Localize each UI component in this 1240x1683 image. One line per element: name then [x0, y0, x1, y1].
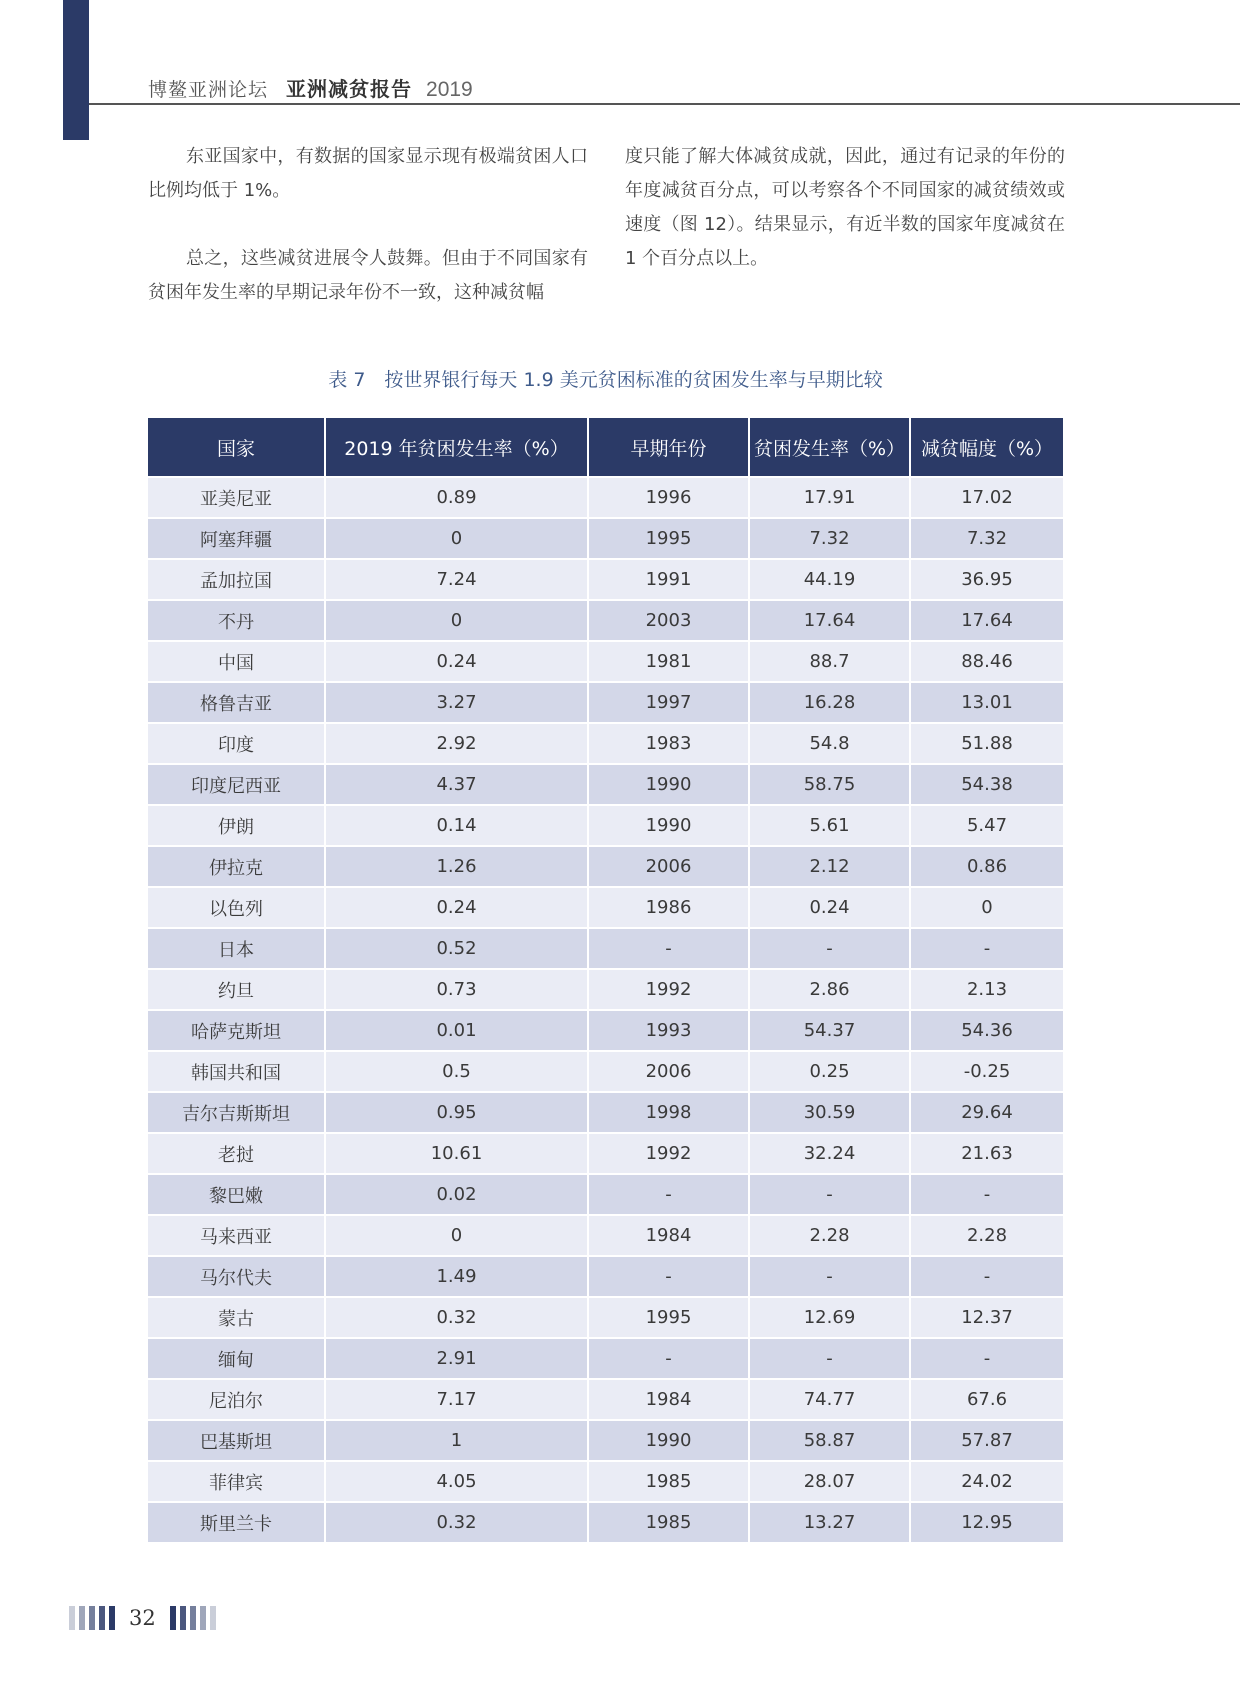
cell-reduction: -: [910, 1338, 1063, 1379]
cell-rate-2019: 0: [325, 600, 588, 641]
cell-country: 阿塞拜疆: [148, 518, 325, 559]
cell-rate-2019: 0.24: [325, 641, 588, 682]
header-forum: 博鳌亚洲论坛: [148, 79, 269, 101]
page-footer: [69, 1605, 220, 1631]
cell-rate-2019: 0.32: [325, 1502, 588, 1542]
cell-early-rate: 0.24: [749, 887, 910, 928]
table-row: [148, 723, 1063, 764]
cell-reduction: -0.25: [910, 1051, 1063, 1092]
cell-reduction: 21.63: [910, 1133, 1063, 1174]
table-row: [148, 1051, 1063, 1092]
cell-rate-2019: 0.14: [325, 805, 588, 846]
cell-reduction: -: [910, 1174, 1063, 1215]
header-rule: [89, 103, 1240, 105]
table-row: [148, 682, 1063, 723]
cell-early-rate: 0.25: [749, 1051, 910, 1092]
cell-early-rate: 12.69: [749, 1297, 910, 1338]
cell-reduction: 0.86: [910, 846, 1063, 887]
cell-early-rate: 2.28: [749, 1215, 910, 1256]
header-report-title: 亚洲减贫报告: [286, 77, 413, 101]
cell-early-year: -: [588, 1338, 749, 1379]
cell-early-rate: 2.12: [749, 846, 910, 887]
cell-early-rate: 54.37: [749, 1010, 910, 1051]
cell-early-rate: 30.59: [749, 1092, 910, 1133]
cell-rate-2019: 4.37: [325, 764, 588, 805]
table-row: [148, 764, 1063, 805]
cell-early-rate: 32.24: [749, 1133, 910, 1174]
table-row: [148, 1502, 1063, 1542]
cell-reduction: 17.64: [910, 600, 1063, 641]
cell-rate-2019: 0: [325, 1215, 588, 1256]
cell-rate-2019: 0.89: [325, 477, 588, 518]
cell-country: 中国: [148, 641, 325, 682]
cell-country: 亚美尼亚: [148, 477, 325, 518]
table-row: [148, 477, 1063, 518]
cell-rate-2019: 0: [325, 518, 588, 559]
cell-rate-2019: 0.02: [325, 1174, 588, 1215]
cell-early-rate: 17.64: [749, 600, 910, 641]
cell-reduction: 5.47: [910, 805, 1063, 846]
cell-early-year: 1990: [588, 805, 749, 846]
cell-early-rate: -: [749, 1338, 910, 1379]
cell-early-year: 2003: [588, 600, 749, 641]
cell-rate-2019: 0.73: [325, 969, 588, 1010]
running-header: [148, 73, 473, 103]
cell-early-year: -: [588, 928, 749, 969]
table-row: [148, 846, 1063, 887]
table-row: [148, 1133, 1063, 1174]
cell-reduction: 12.95: [910, 1502, 1063, 1542]
cell-rate-2019: 7.24: [325, 559, 588, 600]
cell-reduction: 0: [910, 887, 1063, 928]
cell-early-year: 1983: [588, 723, 749, 764]
table-row: [148, 969, 1063, 1010]
cell-early-year: 1985: [588, 1461, 749, 1502]
header-early-year: 早期年份: [588, 418, 749, 477]
cell-country: 约旦: [148, 969, 325, 1010]
table-row: [148, 1174, 1063, 1215]
table-row: [148, 1215, 1063, 1256]
footer-bars-left: [69, 1606, 119, 1630]
cell-early-year: 1990: [588, 1420, 749, 1461]
cell-early-rate: 16.28: [749, 682, 910, 723]
cell-country: 伊拉克: [148, 846, 325, 887]
cell-country: 伊朗: [148, 805, 325, 846]
cell-country: 格鲁吉亚: [148, 682, 325, 723]
paragraph-east-asia: 东亚国家中，有数据的国家显示现有极端贫困人口比例均低于 1%。: [148, 146, 588, 201]
cell-early-year: 1991: [588, 559, 749, 600]
page-number: 32: [129, 1606, 156, 1630]
table-row: [148, 887, 1063, 928]
cell-country: 吉尔吉斯斯坦: [148, 1092, 325, 1133]
cell-reduction: 2.28: [910, 1215, 1063, 1256]
cell-country: 印度尼西亚: [148, 764, 325, 805]
footer-bars-right: [170, 1606, 220, 1630]
cell-country: 韩国共和国: [148, 1051, 325, 1092]
table-row: [148, 805, 1063, 846]
cell-reduction: 36.95: [910, 559, 1063, 600]
cell-early-year: 1992: [588, 969, 749, 1010]
cell-reduction: 67.6: [910, 1379, 1063, 1420]
cell-early-year: 1990: [588, 764, 749, 805]
cell-early-year: 1993: [588, 1010, 749, 1051]
cell-early-year: 2006: [588, 1051, 749, 1092]
cell-country: 以色列: [148, 887, 325, 928]
cell-early-year: 1998: [588, 1092, 749, 1133]
cell-early-rate: 58.87: [749, 1420, 910, 1461]
cell-rate-2019: 0.01: [325, 1010, 588, 1051]
header-reduction: 减贫幅度（%）: [910, 418, 1063, 477]
cell-country: 马尔代夫: [148, 1256, 325, 1297]
table-row: [148, 1010, 1063, 1051]
table-row: [148, 1256, 1063, 1297]
cell-early-year: 1985: [588, 1502, 749, 1542]
cell-early-rate: 74.77: [749, 1379, 910, 1420]
cell-reduction: 88.46: [910, 641, 1063, 682]
cell-early-year: 1992: [588, 1133, 749, 1174]
cell-reduction: 54.36: [910, 1010, 1063, 1051]
cell-country: 老挝: [148, 1133, 325, 1174]
cell-early-year: -: [588, 1256, 749, 1297]
cell-early-year: 1995: [588, 518, 749, 559]
table-row: [148, 1420, 1063, 1461]
header-rate-2019: 2019 年贫困发生率（%）: [325, 418, 588, 477]
cell-early-rate: 28.07: [749, 1461, 910, 1502]
table-row: [148, 641, 1063, 682]
cell-early-year: 1995: [588, 1297, 749, 1338]
cell-country: 哈萨克斯坦: [148, 1010, 325, 1051]
cell-rate-2019: 10.61: [325, 1133, 588, 1174]
cell-early-rate: 17.91: [749, 477, 910, 518]
cell-country: 巴基斯坦: [148, 1420, 325, 1461]
cell-early-year: 1997: [588, 682, 749, 723]
cell-early-year: 1996: [588, 477, 749, 518]
cell-rate-2019: 0.95: [325, 1092, 588, 1133]
table-header-row: [148, 418, 1063, 477]
cell-early-year: 1984: [588, 1379, 749, 1420]
cell-reduction: -: [910, 1256, 1063, 1297]
cell-early-year: 2006: [588, 846, 749, 887]
cell-rate-2019: 1.26: [325, 846, 588, 887]
cell-reduction: 57.87: [910, 1420, 1063, 1461]
cell-country: 缅甸: [148, 1338, 325, 1379]
cell-reduction: 13.01: [910, 682, 1063, 723]
cell-reduction: 29.64: [910, 1092, 1063, 1133]
cell-early-rate: 7.32: [749, 518, 910, 559]
cell-rate-2019: 0.32: [325, 1297, 588, 1338]
table-row: [148, 1297, 1063, 1338]
cell-early-rate: -: [749, 1256, 910, 1297]
cell-reduction: -: [910, 928, 1063, 969]
cell-rate-2019: 1.49: [325, 1256, 588, 1297]
cell-early-rate: 5.61: [749, 805, 910, 846]
cell-reduction: 51.88: [910, 723, 1063, 764]
cell-country: 马来西亚: [148, 1215, 325, 1256]
cell-reduction: 12.37: [910, 1297, 1063, 1338]
cell-reduction: 7.32: [910, 518, 1063, 559]
cell-reduction: 2.13: [910, 969, 1063, 1010]
table-row: [148, 1338, 1063, 1379]
cell-early-year: 1981: [588, 641, 749, 682]
cell-reduction: 54.38: [910, 764, 1063, 805]
table-row: [148, 600, 1063, 641]
cell-country: 斯里兰卡: [148, 1502, 325, 1542]
cell-rate-2019: 0.52: [325, 928, 588, 969]
header-country: 国家: [148, 418, 325, 477]
cell-reduction: 24.02: [910, 1461, 1063, 1502]
cell-rate-2019: 2.92: [325, 723, 588, 764]
cell-early-rate: -: [749, 928, 910, 969]
paragraph-continuation: 度只能了解大体减贫成就，因此，通过有记录的年份的年度减贫百分点，可以考察各个不同国家的减贫绩效或速度（图 12）。结果显示，有近半数的国家年度减贫在 1 个百分点以上。: [625, 146, 1065, 269]
cell-rate-2019: 1: [325, 1420, 588, 1461]
cell-country: 尼泊尔: [148, 1379, 325, 1420]
cell-early-rate: 2.86: [749, 969, 910, 1010]
cell-country: 印度: [148, 723, 325, 764]
paragraph-summary: 总之，这些减贫进展令人鼓舞。但由于不同国家有贫困年发生率的早期记录年份不一致，这种减贫幅: [148, 248, 588, 303]
cell-rate-2019: 2.91: [325, 1338, 588, 1379]
cell-rate-2019: 0.24: [325, 887, 588, 928]
cell-early-rate: 44.19: [749, 559, 910, 600]
table-row: [148, 1092, 1063, 1133]
table-body: [148, 477, 1063, 1542]
cell-early-rate: 88.7: [749, 641, 910, 682]
cell-early-rate: 58.75: [749, 764, 910, 805]
table-row: [148, 928, 1063, 969]
cell-early-year: -: [588, 1174, 749, 1215]
cell-early-rate: -: [749, 1174, 910, 1215]
cell-country: 孟加拉国: [148, 559, 325, 600]
table-row: [148, 1461, 1063, 1502]
cell-early-year: 1984: [588, 1215, 749, 1256]
table-row: [148, 1379, 1063, 1420]
table-row: [148, 518, 1063, 559]
cell-rate-2019: 0.5: [325, 1051, 588, 1092]
table-row: [148, 559, 1063, 600]
cell-country: 黎巴嫩: [148, 1174, 325, 1215]
table-caption: 表 7 按世界银行每天 1.9 美元贫困标准的贫困发生率与早期比较: [328, 369, 883, 391]
cell-reduction: 17.02: [910, 477, 1063, 518]
cell-early-year: 1986: [588, 887, 749, 928]
cell-country: 蒙古: [148, 1297, 325, 1338]
side-accent-bar: [63, 0, 89, 140]
right-text-column: [625, 140, 1065, 276]
poverty-table: [148, 418, 1063, 1542]
cell-country: 不丹: [148, 600, 325, 641]
left-text-column: [148, 140, 588, 310]
header-year: 2019: [426, 78, 473, 101]
cell-country: 日本: [148, 928, 325, 969]
cell-early-rate: 54.8: [749, 723, 910, 764]
cell-country: 菲律宾: [148, 1461, 325, 1502]
cell-rate-2019: 4.05: [325, 1461, 588, 1502]
cell-early-rate: 13.27: [749, 1502, 910, 1542]
header-early-rate: 贫困发生率（%）: [749, 418, 910, 477]
cell-rate-2019: 7.17: [325, 1379, 588, 1420]
cell-rate-2019: 3.27: [325, 682, 588, 723]
